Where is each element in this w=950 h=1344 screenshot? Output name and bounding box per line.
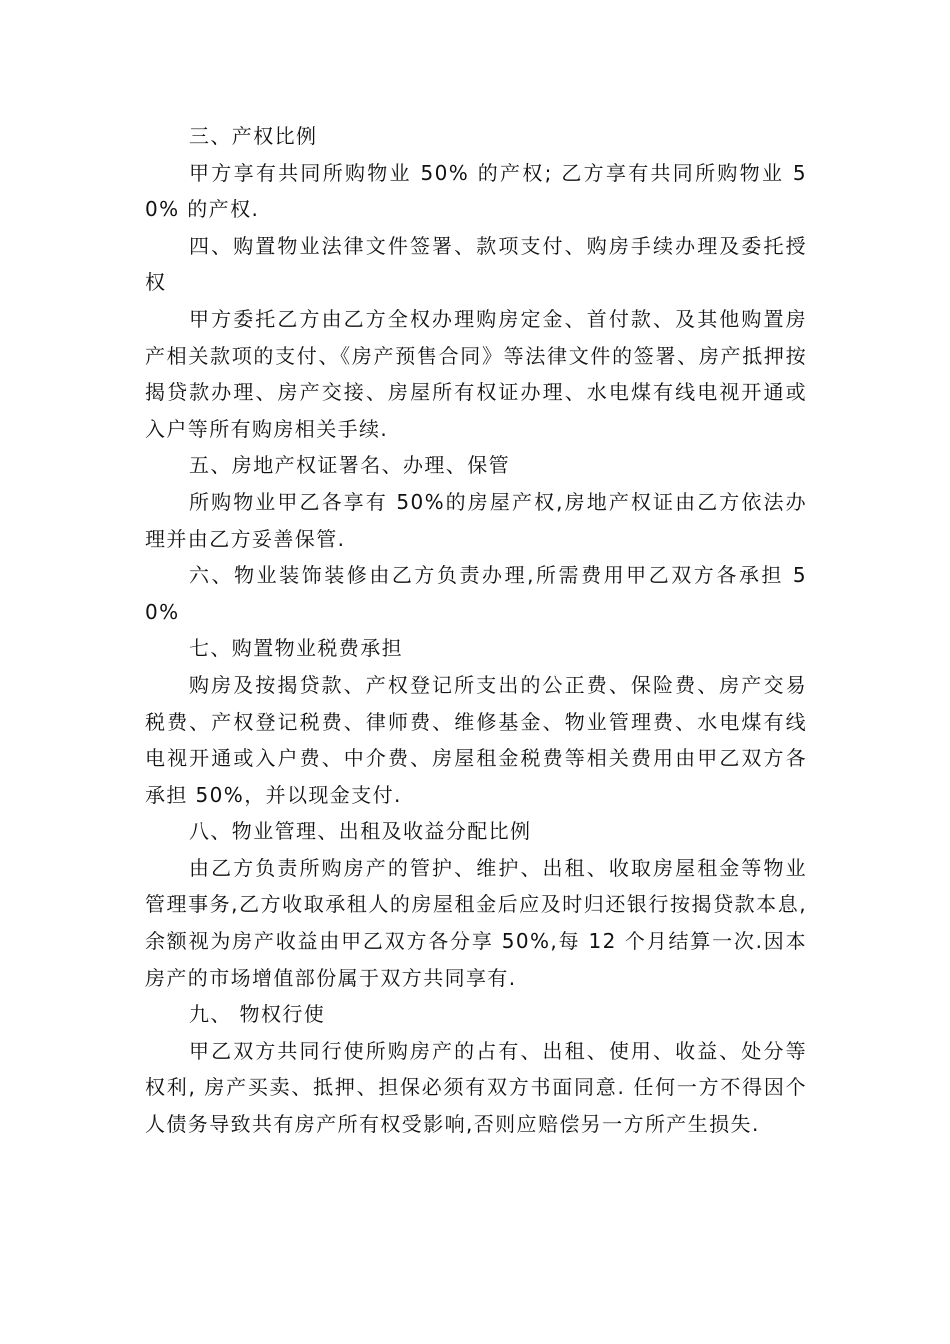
paragraph-taxes: 购房及按揭贷款、产权登记所支出的公正费、保险费、房产交易税费、产权登记税费、律师费、维修基金、物业管理费、水电煤有线电视开通或入户费、中介费、房屋租金税费等相关费用由甲乙双方各承担 50%，并以现金支付. bbox=[145, 672, 807, 807]
section-heading-title-certificate: 五、房地产权证署名、办理、保管 bbox=[189, 453, 510, 478]
section-heading-taxes: 七、购置物业税费承担 bbox=[189, 636, 403, 661]
paragraph-legal-documents: 甲方委托乙方由乙方全权办理购房定金、首付款、及其他购置房产相关款项的支付、《房产预售合同》等法律文件的签署、房产抵押按揭贷款办理、房产交接、房屋所有权证办理、水电煤有线电视开通或入户等所有购房相关手续. bbox=[145, 306, 807, 441]
section-heading-decoration: 六、物业装饰装修由乙方负责办理,所需费用甲乙双方各承担 50% bbox=[145, 563, 807, 624]
paragraph-management: 由乙方负责所购房产的管护、维护、出租、收取房屋租金等物业管理事务,乙方收取承租人的房屋租金后应及时归还银行按揭贷款本息,余额视为房产收益由甲乙双方各分享 50%,每 12 个月结算一次.因本房产的市场增值部份属于双方共同享有. bbox=[145, 855, 807, 990]
paragraph-property-rights: 甲乙双方共同行使所购房产的占有、出租、使用、收益、处分等权利, 房产买卖、抵押、担保必须有双方书面同意. 任何一方不得因个人债务导致共有房产所有权受影响,否则应赔偿另一方所产生损失. bbox=[145, 1038, 807, 1137]
section-heading-management: 八、物业管理、出租及收益分配比例 bbox=[189, 819, 532, 844]
section-heading-legal-documents: 四、购置物业法律文件签署、款项支付、购房手续办理及委托授权 bbox=[145, 233, 807, 295]
paragraph-property-ratio: 甲方享有共同所购物业 50% 的产权; 乙方享有共同所购物业 50% 的产权. bbox=[145, 160, 807, 222]
document-body bbox=[145, 118, 807, 1143]
paragraph-title-certificate: 所购物业甲乙各享有 50%的房屋产权,房地产权证由乙方依法办理并由乙方妥善保管. bbox=[145, 489, 807, 551]
section-heading-property-ratio: 三、产权比例 bbox=[189, 124, 318, 148]
section-heading-property-rights: 九、 物权行使 bbox=[189, 1002, 326, 1027]
